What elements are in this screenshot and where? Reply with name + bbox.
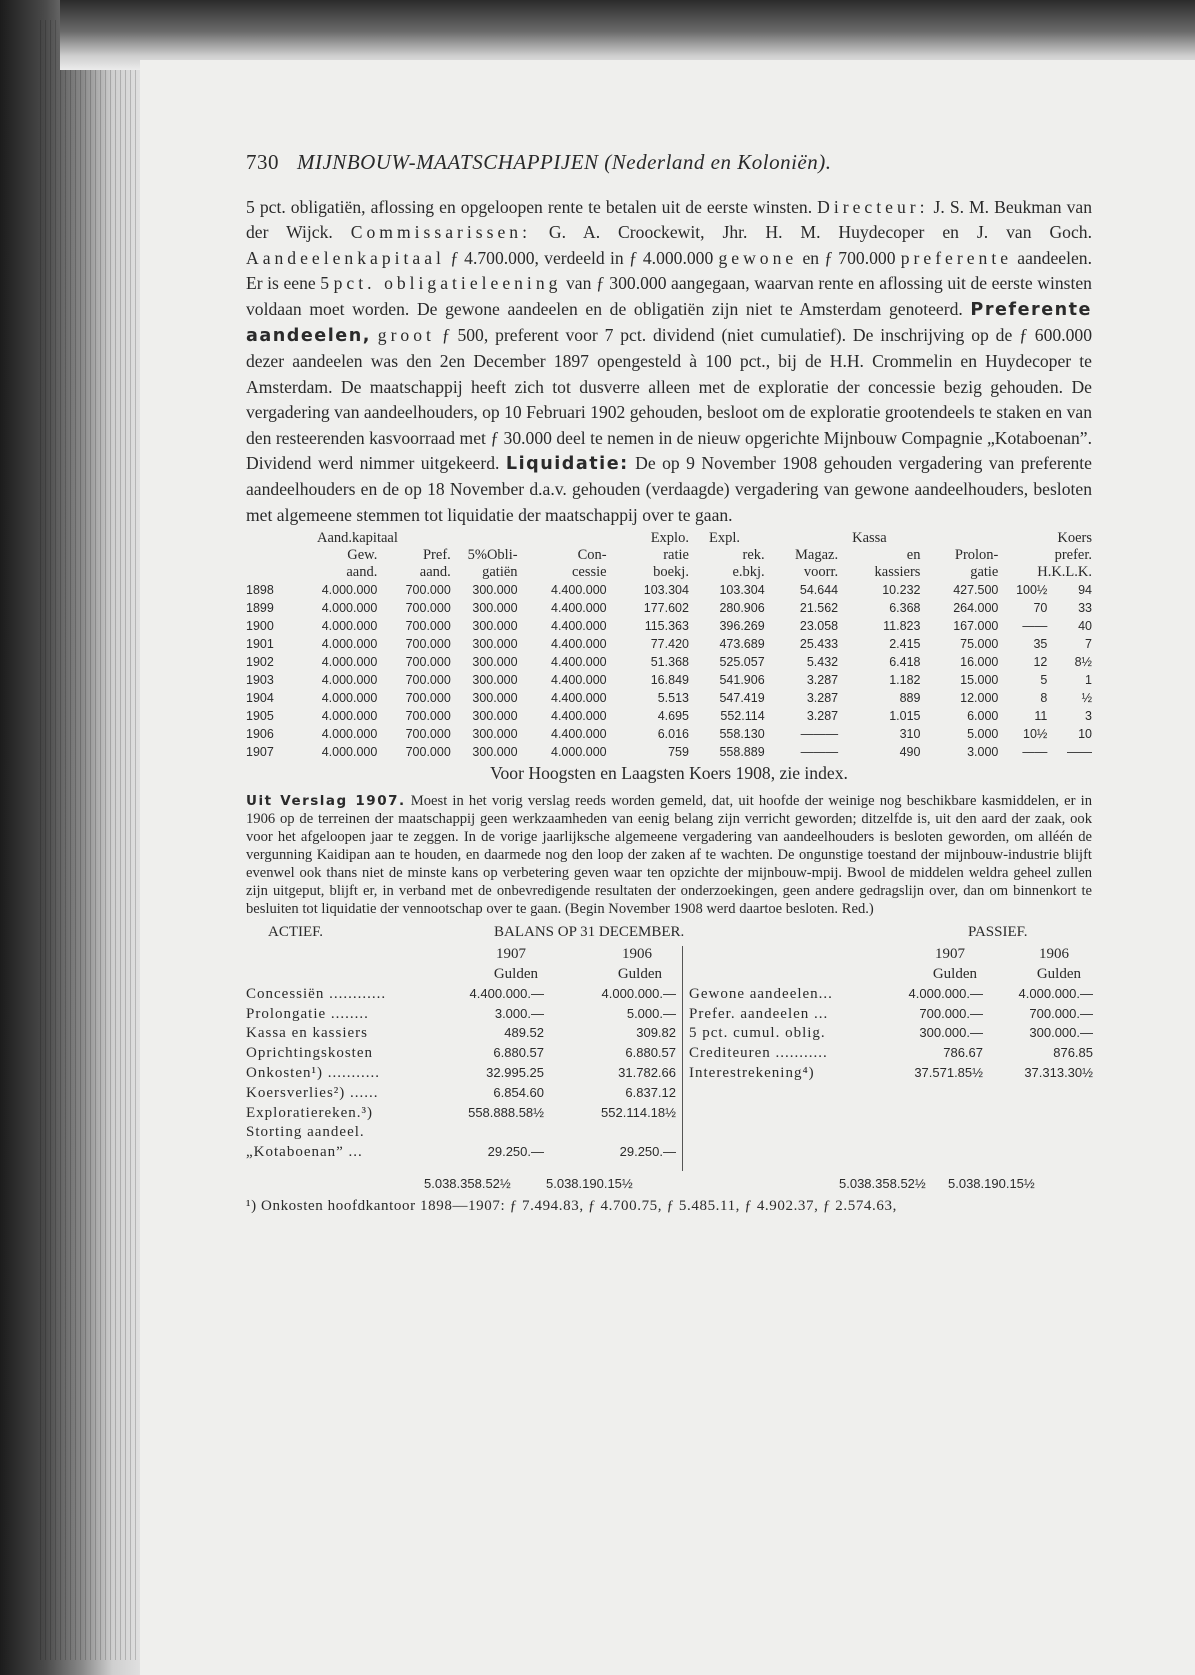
column-header: rek. bbox=[742, 547, 765, 564]
table-cell: 5.432 bbox=[806, 655, 839, 670]
unit-gulden: Gulden bbox=[493, 966, 538, 983]
text-segment: en ƒ 700.000 bbox=[802, 247, 896, 268]
preferente-label: preferente bbox=[900, 247, 1013, 268]
text-segment: ƒ 500, preferent voor 7 pct. dividend (niet cumulatief). De inschrijving op de ƒ 600.000 dezer aandeelen was den 2en December 1897 opengesteld à 100 pct., bij de H.H. Crommelin en Huydecoper te Amsterdam. De maatschappij heeft zich tot dusverre alleen met de exploratie der concessie bezig gehouden. De vergadering van aandeelhouders, op 10 Februari 1902 gehouden, besloot om de exploratie grootendeels te staken en van den resteerenden kasvoorraad met ƒ 30.000 deel te nemen in de nieuw opgerichte Mijnbouw Compagnie „Kotaboenan”. Dividend werd nimmer uitgekeerd. bbox=[246, 325, 1092, 474]
page-number: 730 bbox=[246, 150, 279, 174]
table-cell: 5.000 bbox=[967, 727, 999, 742]
table-cell: 4.000.000 bbox=[321, 691, 378, 706]
table-cell: —— bbox=[1022, 619, 1048, 634]
table-cell: 16.000 bbox=[960, 655, 999, 670]
table-cell: 10 bbox=[1078, 727, 1092, 742]
column-header: en bbox=[906, 547, 921, 564]
year-cell: 1906 bbox=[246, 727, 274, 742]
table-cell: 6.016 bbox=[657, 727, 689, 742]
balance-item-label: Onkosten¹) ........... bbox=[246, 1065, 380, 1082]
table-cell: 310 bbox=[899, 727, 921, 742]
table-cell: 77.420 bbox=[650, 637, 689, 652]
group-header: Expl. bbox=[708, 530, 740, 547]
column-header: Prolon- bbox=[954, 547, 999, 564]
table-cell: 4.400.000 bbox=[551, 619, 607, 634]
table-cell: 700.000 bbox=[405, 601, 451, 616]
balance-value-1906: 31.782.66 bbox=[618, 1065, 676, 1081]
table-cell: 23.058 bbox=[799, 619, 839, 634]
table-cell: 7 bbox=[1085, 637, 1092, 652]
table-cell: 21.562 bbox=[799, 601, 839, 616]
table-cell: 300.000 bbox=[472, 637, 518, 652]
table-cell: 33 bbox=[1078, 601, 1092, 616]
balance-item-label: Crediteuren ........... bbox=[689, 1045, 828, 1062]
preferente-aandeelen-heading: Preferente aandeelen, bbox=[246, 299, 1092, 347]
column-header: gatiën bbox=[482, 564, 518, 581]
year-cell: 1901 bbox=[246, 637, 274, 652]
group-header: Aand.kapitaal bbox=[316, 530, 398, 547]
group-header: Explo. bbox=[650, 530, 689, 547]
passief-label: PASSIEF. bbox=[968, 924, 1028, 941]
table-row bbox=[246, 599, 1092, 617]
table-cell: 12 bbox=[1033, 655, 1048, 670]
column-header: boekj. bbox=[653, 564, 689, 581]
year-cell: 1905 bbox=[246, 709, 274, 724]
total-actief-1907: 5.038.358.52½ bbox=[424, 1176, 511, 1192]
table-cell: 525.057 bbox=[719, 655, 765, 670]
table-row bbox=[246, 617, 1092, 635]
column-header: 5%Obli- bbox=[467, 547, 518, 564]
table-cell: 759 bbox=[668, 745, 689, 760]
table-row bbox=[246, 671, 1092, 689]
balance-row bbox=[683, 986, 1093, 1006]
table-cell: 300.000 bbox=[472, 583, 518, 598]
table-row bbox=[246, 689, 1092, 707]
directeur-label: Directeur: bbox=[817, 197, 929, 217]
balance-value-1906: 300.000.— bbox=[1029, 1025, 1093, 1041]
table-row bbox=[246, 635, 1092, 653]
text-segment: ƒ 4.700.000, verdeeld in ƒ 4.000.000 bbox=[450, 247, 714, 268]
table-cell: 4.400.000 bbox=[551, 655, 607, 670]
balance-value-1906: 4.000.000.— bbox=[1018, 985, 1093, 1001]
column-header: cessie bbox=[571, 564, 607, 581]
year-cell: 1902 bbox=[246, 655, 274, 670]
balance-value-1906: 309.82 bbox=[636, 1025, 676, 1041]
balance-item-label: Prefer. aandeelen ... bbox=[689, 1005, 829, 1022]
text-segment: van ƒ 300.000 aangegaan, waarvan rente en aflossing uit de eerste winsten voldaan moet worden. De gewone aandeelen en de obligatiën zijn niet te Amsterdam genoteerd. bbox=[246, 273, 1092, 319]
balance-title: BALANS OP 31 DECEMBER. bbox=[494, 924, 685, 941]
table-cell: 94 bbox=[1078, 583, 1092, 598]
table-cell: 300.000 bbox=[472, 745, 518, 760]
table-cell: 40 bbox=[1078, 619, 1092, 634]
balance-title-row bbox=[246, 924, 1092, 946]
balance-row bbox=[246, 1006, 676, 1026]
balance-actief bbox=[246, 946, 676, 1164]
year-header bbox=[246, 946, 676, 966]
table-cell: —— bbox=[1067, 745, 1092, 760]
year-cell: 1903 bbox=[246, 673, 274, 688]
year-cell: 1900 bbox=[246, 619, 274, 634]
balance-row bbox=[683, 1025, 1093, 1045]
text-segment: 5 pct. obligatiën, aflossing en opgeloopen rente te betalen uit de eerste winsten. bbox=[246, 197, 813, 217]
balance-value-1907: 786.67 bbox=[943, 1045, 983, 1061]
table-row bbox=[246, 707, 1092, 725]
table-cell: 35 bbox=[1033, 637, 1048, 652]
table-cell: 3.287 bbox=[806, 673, 839, 688]
table-cell: 280.906 bbox=[719, 601, 765, 616]
balance-row bbox=[246, 1085, 676, 1105]
table-cell: 700.000 bbox=[405, 727, 451, 742]
balance-value-1907: 4.000.000.— bbox=[908, 985, 983, 1001]
table-cell: 103.304 bbox=[643, 583, 689, 598]
table-cell: 700.000 bbox=[405, 673, 451, 688]
table-cell: 6.000 bbox=[967, 709, 999, 724]
table-cell: 4.000.000 bbox=[321, 745, 378, 760]
table-cell: 700.000 bbox=[405, 583, 451, 598]
balance-value-1907: 489.52 bbox=[504, 1025, 544, 1041]
table-cell: 4.000.000 bbox=[321, 583, 378, 598]
balance-value-1906: 700.000.— bbox=[1029, 1005, 1093, 1021]
column-header: Pref. bbox=[422, 547, 451, 564]
year-cell: 1899 bbox=[246, 601, 274, 616]
table-cell: 558.130 bbox=[719, 727, 765, 742]
balance-row bbox=[246, 1065, 676, 1085]
column-header: aand. bbox=[419, 564, 451, 581]
column-header: ratie bbox=[663, 547, 689, 564]
verslag-heading: Uit Verslag 1907. bbox=[246, 793, 406, 810]
table-cell: 889 bbox=[899, 691, 921, 706]
table-cell: 300.000 bbox=[472, 655, 518, 670]
table-cell: 4.400.000 bbox=[551, 673, 607, 688]
balance-sheet bbox=[246, 946, 1092, 1176]
table-row bbox=[246, 581, 1092, 599]
balance-value-1907: 6.854.60 bbox=[493, 1084, 544, 1100]
table-cell: 11 bbox=[1034, 709, 1048, 724]
balance-value-1906: 6.880.57 bbox=[625, 1045, 676, 1061]
table-cell: 167.000 bbox=[953, 619, 999, 634]
column-header: Con- bbox=[577, 547, 607, 564]
balance-value-1906: 552.114.18½ bbox=[601, 1104, 676, 1120]
table-cell: 473.689 bbox=[719, 637, 765, 652]
table-cell: 4.695 bbox=[657, 709, 689, 724]
table-cell: 558.889 bbox=[719, 745, 765, 760]
total-passief-1906: 5.038.190.15½ bbox=[948, 1176, 1035, 1192]
total-actief-1906: 5.038.190.15½ bbox=[546, 1176, 633, 1192]
aandeelenkapitaal-label: Aandeelenkapitaal bbox=[246, 247, 445, 268]
group-header: Koers bbox=[1057, 530, 1092, 547]
table-cell: 300.000 bbox=[472, 601, 518, 616]
balance-row bbox=[246, 1105, 676, 1125]
table-cell: 1 bbox=[1085, 673, 1092, 688]
column-header: gatie bbox=[970, 564, 999, 581]
balance-value-1906: 37.313.30½ bbox=[1024, 1065, 1093, 1081]
table-cell: 1.182 bbox=[889, 673, 921, 688]
year-cell: 1907 bbox=[246, 745, 274, 760]
book-edge bbox=[0, 0, 150, 1675]
unit-header bbox=[246, 966, 676, 986]
table-row bbox=[246, 725, 1092, 743]
table-cell: 177.602 bbox=[643, 601, 689, 616]
balance-item-label: Kassa en kassiers bbox=[246, 1025, 368, 1042]
footnote: ¹) Onkosten hoofdkantoor 1898—1907: ƒ 7.494.83, ƒ 4.700.75, ƒ 5.485.11, ƒ 4.902.37, ƒ 2.574.63, bbox=[246, 1198, 897, 1215]
balance-row bbox=[246, 1025, 676, 1045]
commissarissen-label: Commissarissen: bbox=[350, 222, 531, 243]
table-cell: 264.000 bbox=[953, 601, 999, 616]
unit-header bbox=[683, 966, 1093, 986]
table-cell: 700.000 bbox=[405, 709, 451, 724]
table-cell: 3.000 bbox=[967, 745, 999, 760]
year-1907: 1907 bbox=[935, 946, 965, 963]
table-cell: 51.368 bbox=[650, 655, 689, 670]
table-cell: 16.849 bbox=[650, 673, 689, 688]
balance-item-label: Koersverlies²) ...... bbox=[246, 1084, 379, 1101]
balance-item-label: Concessiën ............ bbox=[246, 985, 387, 1002]
page-content bbox=[246, 150, 1092, 1215]
table-group-header bbox=[246, 530, 1092, 547]
table-cell: 3.287 bbox=[806, 691, 839, 706]
text-segment: De op 9 November 1908 gehouden vergadering van preferente aandeelhouders en de op 18 November d.a.v. gehouden (verdaagde) vergadering van gewone aandeelhouders, besloten met algemeene stemmen tot liquidatie der maatschappij over te gaan. bbox=[246, 453, 1092, 525]
table-cell: 300.000 bbox=[472, 619, 518, 634]
verslag-text: Moest in het vorig verslag reeds worden gemeld, dat, uit hoofde der weinige nog beschikbare kasmiddelen, er in 1906 op de terreinen der maatschappij geen werkzaamheden van eenig belang zijn verricht geworden; ditzelfde is, uit den aard der zaak, ook voor het afgeloopen jaar te zeggen. In de vorige jaarlijksche algemeene vergadering van aandeelhouders is besloten geworden, om alléén de vergunning Kaidipan aan te houden, en daarmede nog den loop der zaken af te wachten. De ongunstige toestand der mijnbouw-industrie blijft evenwel ook thans niet de minste kans op verbetering geven waar ten opzichte der mijnbouw-mpij. Bwool de middelen weldra geheel zullen zijn uitgeput, blijft er, in verband met de onbevredigende resultaten der onderzoekingen, geen andere gedragslijn over, dan om binnenkort te besluiten tot liquidatie der vennootschap over te gaan. (Begin November 1908 werd daartoe besloten. Red.) bbox=[246, 793, 1092, 918]
year-header bbox=[683, 946, 1093, 966]
table-cell: 10.232 bbox=[882, 583, 921, 598]
table-cell: 11.823 bbox=[883, 619, 921, 634]
table-cell: 490 bbox=[899, 745, 921, 760]
table-cell: 3.287 bbox=[806, 709, 839, 724]
balance-item-label: 5 pct. cumul. oblig. bbox=[689, 1025, 826, 1042]
table-cell: 75.000 bbox=[960, 637, 999, 652]
unit-gulden: Gulden bbox=[617, 966, 662, 983]
table-cell: 700.000 bbox=[405, 745, 451, 760]
table-cell: 300.000 bbox=[472, 691, 518, 706]
table-cell: 6.368 bbox=[889, 601, 921, 616]
total-passief-1907: 5.038.358.52½ bbox=[839, 1176, 926, 1192]
table-cell: 4.000.000 bbox=[321, 727, 378, 742]
column-header: kassiers bbox=[874, 564, 921, 581]
column-header: aand. bbox=[346, 564, 378, 581]
table-cell: 3 bbox=[1085, 709, 1092, 724]
balance-value-1906: 29.250.— bbox=[619, 1144, 676, 1160]
table-cell: 1.015 bbox=[889, 709, 921, 724]
table-cell: 5 bbox=[1040, 673, 1048, 688]
table-cell: 100½ bbox=[1016, 583, 1048, 598]
table-cell: 4.400.000 bbox=[551, 637, 607, 652]
group-header: Kassa bbox=[852, 530, 887, 547]
page-title: MIJNBOUW-MAATSCHAPPIJEN (Nederland en Koloniën). bbox=[297, 150, 832, 174]
table-cell: ——— bbox=[800, 727, 839, 742]
table-cell: 4.000.000 bbox=[321, 637, 378, 652]
year-1907: 1907 bbox=[496, 946, 526, 963]
text-segment: G. A. Croockewit, Jhr. H. M. Huydecoper en J. van Goch. bbox=[548, 222, 1092, 243]
column-header: Gew. bbox=[347, 547, 378, 564]
actief-label: ACTIEF. bbox=[268, 924, 324, 941]
balance-value-1906: 876.85 bbox=[1053, 1045, 1093, 1061]
table-cell: 115.363 bbox=[644, 619, 689, 634]
balance-value-1907: 300.000.— bbox=[919, 1025, 983, 1041]
balance-value-1907: 3.000.— bbox=[494, 1005, 544, 1021]
year-1906: 1906 bbox=[1039, 946, 1069, 963]
table-cell: 4.400.000 bbox=[551, 583, 607, 598]
table-cell: 300.000 bbox=[472, 727, 518, 742]
table-cell: 300.000 bbox=[472, 673, 518, 688]
balance-passief bbox=[682, 946, 1093, 1171]
table-cell: 15.000 bbox=[960, 673, 999, 688]
column-header: Magaz. bbox=[795, 547, 839, 564]
table-cell: 547.419 bbox=[719, 691, 765, 706]
table-cell: 427.500 bbox=[953, 583, 999, 598]
column-header: prefer. bbox=[1054, 547, 1092, 564]
table-cell: 10½ bbox=[1023, 727, 1048, 742]
table-cell: 4.000.000 bbox=[321, 709, 378, 724]
table-cell: 700.000 bbox=[405, 619, 451, 634]
table-cell: 4.000.000 bbox=[321, 601, 378, 616]
company-description bbox=[246, 195, 1092, 528]
balance-item-label: Interestrekening⁴) bbox=[689, 1065, 815, 1082]
balance-row bbox=[246, 986, 676, 1006]
unit-gulden: Gulden bbox=[1036, 966, 1081, 983]
balance-item-label: Oprichtingskosten bbox=[246, 1045, 373, 1062]
table-cell: 8 bbox=[1040, 691, 1048, 706]
table-cell: 300.000 bbox=[472, 709, 518, 724]
table-row bbox=[246, 653, 1092, 671]
year-1906: 1906 bbox=[622, 946, 652, 963]
liquidatie-heading: Liquidatie: bbox=[505, 454, 629, 475]
balance-row bbox=[683, 1065, 1093, 1085]
table-cell: 54.644 bbox=[799, 583, 839, 598]
balance-item-label: Gewone aandeelen... bbox=[689, 985, 833, 1002]
balance-row bbox=[683, 1045, 1093, 1065]
table-header-row bbox=[246, 564, 1092, 581]
balance-value-1906: 4.000.000.— bbox=[601, 985, 676, 1001]
table-cell: 396.269 bbox=[719, 619, 765, 634]
balance-value-1907: 32.995.25 bbox=[486, 1065, 544, 1081]
table-cell: 700.000 bbox=[405, 691, 451, 706]
text-segment: aandeelen. Er is eene 5 bbox=[246, 247, 1092, 294]
table-cell: 4.000.000 bbox=[321, 619, 378, 634]
column-header: H.K.L.K. bbox=[1037, 564, 1092, 581]
balance-value-1906: 6.837.12 bbox=[625, 1084, 676, 1100]
statistics-table bbox=[246, 530, 1092, 761]
table-cell: 541.906 bbox=[719, 673, 765, 688]
verslag-section bbox=[246, 792, 1092, 918]
table-cell: 25.433 bbox=[799, 637, 839, 652]
table-cell: 6.418 bbox=[889, 655, 921, 670]
year-cell: 1904 bbox=[246, 691, 274, 706]
column-header: voorr. bbox=[803, 564, 839, 581]
table-cell: 700.000 bbox=[405, 637, 451, 652]
balance-row bbox=[683, 1006, 1093, 1026]
text-segment: J. S. M. Beukman van der Wijck. bbox=[246, 197, 1092, 243]
balance-item-label: „Kotaboenan” ... bbox=[246, 1144, 363, 1161]
obligatieleening-label: pct. obligatieleening bbox=[333, 273, 562, 294]
table-cell: 700.000 bbox=[405, 655, 451, 670]
groot-label: groot bbox=[377, 325, 435, 346]
balance-value-1907: 37.571.85½ bbox=[914, 1065, 983, 1081]
table-cell: 4.000.000 bbox=[321, 655, 378, 670]
table-cell: 5.513 bbox=[657, 691, 689, 706]
table-header-row bbox=[246, 547, 1092, 564]
table-cell: 4.400.000 bbox=[551, 691, 607, 706]
balance-value-1907: 4.400.000.— bbox=[469, 985, 544, 1001]
table-cell: 8½ bbox=[1074, 655, 1092, 670]
table-row bbox=[246, 743, 1092, 761]
koers-note: Voor Hoogsten en Laagsten Koers 1908, zie index. bbox=[490, 763, 848, 784]
table-cell: 70 bbox=[1033, 601, 1048, 616]
year-cell: 1898 bbox=[246, 583, 274, 598]
table-cell: 103.304 bbox=[719, 583, 765, 598]
column-header: e.bkj. bbox=[732, 564, 765, 581]
table-cell: 552.114 bbox=[720, 709, 765, 724]
balance-value-1907: 6.880.57 bbox=[493, 1045, 544, 1061]
balance-value-1907: 558.888.58½ bbox=[468, 1104, 544, 1120]
table-cell: ½ bbox=[1081, 691, 1092, 706]
balance-item-label: Storting aandeel. bbox=[246, 1124, 365, 1141]
balance-value-1907: 29.250.— bbox=[487, 1144, 544, 1160]
balance-value-1907: 700.000.— bbox=[919, 1005, 983, 1021]
table-cell: 4.400.000 bbox=[551, 727, 607, 742]
balance-item-label: Exploratiereken.³) bbox=[246, 1104, 374, 1121]
balance-value-1906: 5.000.— bbox=[626, 1005, 676, 1021]
table-cell: 4.400.000 bbox=[551, 709, 607, 724]
balance-row bbox=[246, 1124, 676, 1144]
table-cell: ——— bbox=[800, 745, 839, 760]
balance-totals bbox=[246, 1176, 1092, 1198]
balance-item-label: Prolongatie ........ bbox=[246, 1005, 369, 1022]
unit-gulden: Gulden bbox=[932, 966, 977, 983]
balance-row bbox=[246, 1144, 676, 1164]
running-head bbox=[246, 150, 1092, 175]
table-cell: 4.000.000 bbox=[321, 673, 378, 688]
table-cell: 4.400.000 bbox=[551, 601, 607, 616]
balance-row bbox=[246, 1045, 676, 1065]
table-cell: 2.415 bbox=[889, 637, 921, 652]
gewone-label: gewone bbox=[718, 247, 798, 268]
table-cell: 12.000 bbox=[960, 691, 999, 706]
table-cell: —— bbox=[1022, 745, 1048, 760]
table-cell: 4.000.000 bbox=[551, 745, 607, 760]
